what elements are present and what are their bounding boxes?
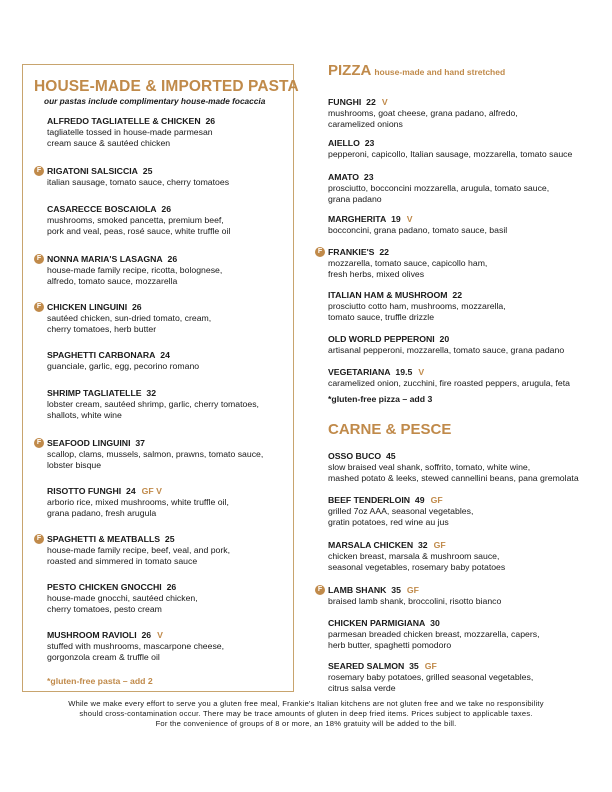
description-line: mashed potato & leeks, stewed cannellini beans, pana gremolata xyxy=(328,473,579,483)
pasta-menu-item xyxy=(36,534,283,567)
menu-item-name: LAMB SHANK xyxy=(328,585,387,595)
menu-item-price: 24 xyxy=(160,350,170,360)
menu-item-name: VEGETARIANA xyxy=(328,367,391,377)
menu-item-description xyxy=(47,215,283,237)
pizza-menu-item xyxy=(317,247,596,280)
description-line: alfredo, tomato sauce, mozzarella xyxy=(47,276,178,286)
description-line: grilled 7oz AAA, seasonal vegetables, xyxy=(328,506,474,516)
footer-line-1: While we make every effort to serve you a gluten free meal, Frankie's Italian kitchens are not gluten free and we take no responsibility xyxy=(68,699,544,708)
menu-item-title xyxy=(47,166,283,177)
menu-item-name: RISOTTO FUNGHI xyxy=(47,486,122,496)
pasta-menu-item xyxy=(36,254,283,287)
menu-item-price: 30 xyxy=(430,618,440,628)
description-line: rosemary baby potatoes, grilled seasonal vegetables, xyxy=(328,672,534,682)
menu-item-name: BEEF TENDERLOIN xyxy=(328,495,411,505)
menu-item-description xyxy=(47,313,283,335)
pasta-section-title: HOUSE-MADE & IMPORTED PASTA xyxy=(34,78,299,95)
menu-item-title xyxy=(328,247,596,258)
menu-item-name: ALFREDO TAGLIATELLE & CHICKEN xyxy=(47,116,201,126)
menu-item-title xyxy=(47,486,283,497)
menu-item-name: CASARECCE BOSCAIOLA xyxy=(47,204,157,214)
description-line: prosciutto, bocconcini mozzarella, arugula, tomato sauce, xyxy=(328,183,550,193)
description-line: slow braised veal shank, soffrito, tomato, white wine, xyxy=(328,462,531,472)
menu-item-name: PESTO CHICKEN GNOCCHI xyxy=(47,582,162,592)
menu-item-title xyxy=(47,254,283,265)
description-line: arborio rice, mixed mushrooms, white truffle oil, xyxy=(47,497,229,507)
menu-item-title xyxy=(47,438,283,449)
menu-item-name: OSSO BUCO xyxy=(328,451,382,461)
carne-menu-item xyxy=(328,540,596,573)
frankies-favourite-icon: F xyxy=(315,585,325,595)
description-line: pork and veal, peas, rosé sauce, white truffle oil xyxy=(47,226,231,236)
menu-item-name: MUSHROOM RAVIOLI xyxy=(47,630,137,640)
frankies-favourite-icon: F xyxy=(34,534,44,544)
description-line: grana padano xyxy=(328,194,382,204)
frankies-favourite-icon: F xyxy=(34,438,44,448)
dietary-tag: GF xyxy=(424,661,437,671)
description-line: grana padano, fresh arugula xyxy=(47,508,157,518)
menu-item-name: SEARED SALMON xyxy=(328,661,405,671)
menu-item-name: MARGHERITA xyxy=(328,214,387,224)
menu-item-title xyxy=(328,367,596,378)
menu-item-title xyxy=(47,116,283,127)
description-line: sautéed chicken, sun-dried tomato, cream, xyxy=(47,313,212,323)
menu-item-price: 32 xyxy=(417,540,428,550)
menu-item-title xyxy=(328,585,596,596)
description-line: caramelized onions xyxy=(328,119,403,129)
menu-item-price: 23 xyxy=(363,172,374,182)
dietary-tag: V xyxy=(157,630,163,640)
dietary-tag: GF V xyxy=(141,486,162,496)
pizza-menu-item xyxy=(328,290,596,323)
description-line: gorgonzola cream & truffle oil xyxy=(47,652,160,662)
menu-item-title xyxy=(47,534,283,545)
description-line: mushrooms, smoked pancetta, premium beef, xyxy=(47,215,224,225)
menu-item-name: MARSALA CHICKEN xyxy=(328,540,414,550)
pizza-menu-item xyxy=(328,214,596,236)
menu-item-description: pepperoni, capicollo, Italian sausage, mozzarella, tomato sauce xyxy=(328,149,573,159)
pasta-menu-item xyxy=(47,486,283,519)
menu-item-price: 20 xyxy=(439,334,450,344)
menu-item-title xyxy=(47,582,283,593)
menu-item-name: SPAGHETTI CARBONARA xyxy=(47,350,156,360)
menu-item-title xyxy=(328,661,596,672)
footer-line-3: For the convenience of groups of 8 or more, an 18% gratuity will be added to the bill. xyxy=(155,719,457,728)
menu-item-description xyxy=(328,551,596,573)
pasta-section-subtitle: our pastas include complimentary house-made focaccia xyxy=(44,96,266,106)
menu-item-description xyxy=(328,183,596,205)
menu-item-title xyxy=(328,97,596,108)
pizza-title-text: PIZZA xyxy=(328,62,372,79)
carne-section-title: CARNE & PESCE xyxy=(328,421,452,438)
menu-item-price: 19.5 xyxy=(395,367,413,377)
menu-item-name: CHICKEN LINGUINI xyxy=(47,302,128,312)
description-line: parmesan breaded chicken breast, mozzarella, capers, xyxy=(328,629,540,639)
carne-menu-item xyxy=(317,585,596,607)
pasta-menu-item xyxy=(36,438,283,471)
pizza-menu-item xyxy=(328,97,596,130)
menu-item-description xyxy=(328,629,596,651)
pizza-menu-item xyxy=(328,138,596,160)
description-line: house-made family recipe, beef, veal, and pork, xyxy=(47,545,231,555)
dietary-tag: GF xyxy=(430,495,443,505)
menu-item-price: 49 xyxy=(414,495,425,505)
menu-item-description xyxy=(47,593,283,615)
menu-item-name: ITALIAN HAM & MUSHROOM xyxy=(328,290,448,300)
description-line: chicken breast, marsala & mushroom sauce, xyxy=(328,551,500,561)
menu-item-title xyxy=(328,172,596,183)
menu-item-name: NONNA MARIA'S LASAGNA xyxy=(47,254,163,264)
pasta-gluten-free-note: *gluten-free pasta – add 2 xyxy=(47,676,153,686)
menu-item-price: 26 xyxy=(131,302,142,312)
menu-item-price: 24 xyxy=(126,486,136,496)
menu-item-title xyxy=(47,388,283,399)
dietary-tag: V xyxy=(381,97,388,107)
pasta-menu-item xyxy=(47,582,283,615)
pasta-menu-item xyxy=(47,204,283,237)
description-line: citrus salsa verde xyxy=(328,683,396,693)
menu-item-title xyxy=(328,214,596,225)
menu-item-title xyxy=(328,138,596,149)
description-line: seasonal vegetables, rosemary baby potatoes xyxy=(328,562,506,572)
menu-item-title xyxy=(47,302,283,313)
menu-item-price: 23 xyxy=(364,138,375,148)
pizza-section-subtitle: house-made and hand stretched xyxy=(374,67,506,77)
menu-item-description xyxy=(47,399,283,421)
menu-item-title xyxy=(47,204,283,215)
menu-item-price: 26 xyxy=(141,630,152,640)
menu-item-name: AIELLO xyxy=(328,138,360,148)
menu-item-name: CHICKEN PARMIGIANA xyxy=(328,618,426,628)
description-line: mushrooms, goat cheese, grana padano, alfredo, xyxy=(328,108,518,118)
description-line: herb butter, spaghetti pomodoro xyxy=(328,640,452,650)
menu-item-name: OLD WORLD PEPPERONI xyxy=(328,334,435,344)
menu-item-description xyxy=(47,127,283,149)
pasta-menu-item xyxy=(47,116,283,149)
frankies-favourite-icon: F xyxy=(315,247,325,257)
menu-item-title xyxy=(47,350,283,361)
description-line: cherry tomatoes, herb butter xyxy=(47,324,157,334)
pizza-menu-item xyxy=(328,367,596,389)
menu-item-price: 26 xyxy=(161,204,172,214)
dietary-tag: V xyxy=(418,367,425,377)
menu-item-name: SHRIMP TAGLIATELLE xyxy=(47,388,142,398)
dietary-tag: GF xyxy=(406,585,419,595)
description-line: fresh herbs, mixed olives xyxy=(328,269,425,279)
menu-item-price: 45 xyxy=(385,451,396,461)
menu-item-name: SPAGHETTI & MEATBALLS xyxy=(47,534,161,544)
carne-menu-item xyxy=(328,495,596,528)
menu-item-title xyxy=(328,290,596,301)
menu-item-price: 26 xyxy=(205,116,216,126)
description-line: scallop, clams, mussels, salmon, prawns, tomato sauce, xyxy=(47,449,264,459)
dietary-tag: V xyxy=(406,214,413,224)
footer-line-2: should cross-contamination occur. There may be trace amounts of gluten in deep fried items. Prices subject to applicable taxes. xyxy=(79,709,533,718)
menu-item-price: 22 xyxy=(379,247,389,257)
menu-item-title xyxy=(328,618,596,629)
frankies-favourite-icon: F xyxy=(34,302,44,312)
menu-item-price: 25 xyxy=(164,534,175,544)
menu-item-price: 22 xyxy=(452,290,463,300)
description-line: shallots, white wine xyxy=(47,410,122,420)
menu-item-description xyxy=(328,301,596,323)
description-line: tomato sauce, truffle drizzle xyxy=(328,312,435,322)
description-line: lobster bisque xyxy=(47,460,102,470)
pizza-section-title xyxy=(328,62,505,79)
menu-item-description xyxy=(328,506,596,528)
description-line: house-made gnocchi, sautéed chicken, xyxy=(47,593,198,603)
menu-item-description: guanciale, garlic, egg, pecorino romano xyxy=(47,361,200,371)
description-line: cherry tomatoes, pesto cream xyxy=(47,604,162,614)
menu-item-price: 35 xyxy=(409,661,419,671)
menu-item-name: AMATO xyxy=(328,172,360,182)
menu-item-description xyxy=(328,258,596,280)
description-line: roasted and simmered in tomato sauce xyxy=(47,556,198,566)
menu-item-description xyxy=(47,497,283,519)
menu-item-name: FRANKIE'S xyxy=(328,247,375,257)
menu-item-description xyxy=(47,265,283,287)
description-line: mozzarella, tomato sauce, capicollo ham, xyxy=(328,258,488,268)
menu-item-description: braised lamb shank, broccolini, risotto bianco xyxy=(328,596,502,606)
description-line: stuffed with mushrooms, mascarpone cheese, xyxy=(47,641,225,651)
menu-item-description xyxy=(47,449,283,471)
menu-item-title xyxy=(328,451,596,462)
pasta-menu-item xyxy=(36,302,283,335)
menu-item-description xyxy=(47,545,283,567)
menu-footer xyxy=(0,699,612,729)
description-line: tagliatelle tossed in house-made parmesan xyxy=(47,127,213,137)
menu-item-description: bocconcini, grana padano, tomato sauce, basil xyxy=(328,225,508,235)
menu-item-name: SEAFOOD LINGUINI xyxy=(47,438,131,448)
menu-item-description xyxy=(328,108,596,130)
pizza-menu-item xyxy=(328,334,596,356)
description-line: cream sauce & sautéed chicken xyxy=(47,138,171,148)
carne-menu-item xyxy=(328,661,596,694)
pasta-menu-item xyxy=(36,166,283,188)
menu-item-title xyxy=(47,630,283,641)
menu-item-description xyxy=(328,672,596,694)
description-line: gratin potatoes, red wine au jus xyxy=(328,517,449,527)
carne-menu-item xyxy=(328,618,596,651)
menu-item-description xyxy=(328,462,596,484)
menu-item-price: 26 xyxy=(167,254,178,264)
menu-item-title xyxy=(328,540,596,551)
pasta-menu-item xyxy=(47,388,283,421)
frankies-favourite-icon: F xyxy=(34,166,44,176)
menu-item-price: 37 xyxy=(135,438,145,448)
pasta-menu-item xyxy=(47,350,283,372)
menu-item-price: 25 xyxy=(142,166,153,176)
menu-item-name: RIGATONI SALSICCIA xyxy=(47,166,138,176)
description-line: house-made family recipe, ricotta, bolognese, xyxy=(47,265,223,275)
menu-item-price: 35 xyxy=(391,585,401,595)
menu-item-name: FUNGHI xyxy=(328,97,362,107)
pasta-menu-item xyxy=(47,630,283,663)
menu-item-price: 26 xyxy=(166,582,177,592)
pizza-menu-item xyxy=(328,172,596,205)
menu-item-price: 32 xyxy=(146,388,157,398)
menu-item-description xyxy=(47,641,283,663)
carne-menu-item xyxy=(328,451,596,484)
menu-item-description: caramelized onion, zucchini, fire roasted peppers, arugula, feta xyxy=(328,378,570,388)
menu-item-price: 22 xyxy=(366,97,376,107)
menu-item-description: italian sausage, tomato sauce, cherry tomatoes xyxy=(47,177,230,187)
menu-item-description: artisanal pepperoni, mozzarella, tomato sauce, grana padano xyxy=(328,345,565,355)
menu-item-price: 19 xyxy=(391,214,401,224)
description-line: prosciutto cotto ham, mushrooms, mozzarella, xyxy=(328,301,506,311)
dietary-tag: GF xyxy=(433,540,446,550)
pizza-gluten-free-note: *gluten-free pizza – add 3 xyxy=(328,394,433,404)
menu-item-title xyxy=(328,495,596,506)
frankies-favourite-icon: F xyxy=(34,254,44,264)
description-line: lobster cream, sautéed shrimp, garlic, cherry tomatoes, xyxy=(47,399,259,409)
menu-item-title xyxy=(328,334,596,345)
